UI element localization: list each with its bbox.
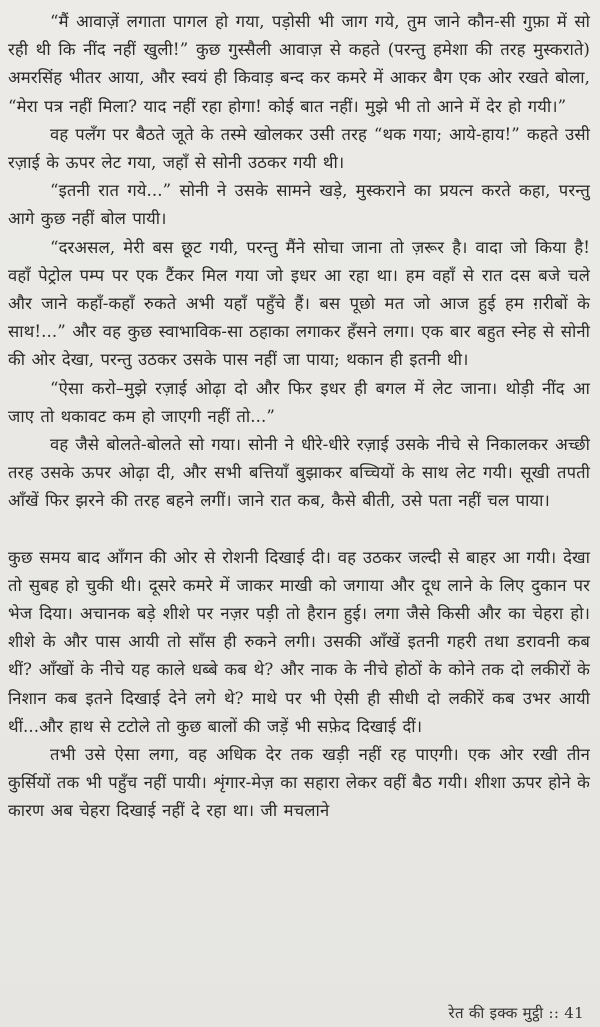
paragraph-1: “मैं आवाज़ें लगाता पागल हो गया, पड़ोसी भी जाग गये, तुम जाने कौन-सी गुफ़ा में सो रही थी कि नींद नहीं खुली!” कुछ गुस्सैली आवाज़ से कहते (परन्तु हमेशा की तरह मुस्कराते) अमरसिंह भीतर आया, और स्वयं ही किवाड़ बन्द कर कमरे में आकर बैग एक ओर रखते बोला, “मेरा पत्र नहीं मिला? याद नहीं रहा होगा! कोई बात नहीं। मुझे भी तो आने में देर हो गयी।”: [8, 12, 590, 116]
paragraph-2: वह पलँग पर बैठते जूते के तस्मे खोलकर उसी तरह “थक गया; आये-हाय!” कहते उसी रज़ाई के ऊपर लेट गया, जहाँ से सोनी उठकर गयी थी।: [8, 124, 590, 173]
paragraph-7: कुछ समय बाद आँगन की ओर से रोशनी दिखाई दी। वह उठकर जल्दी से बाहर आ गयी। देखा तो सुबह हो चुकी थी। दूसरे कमरे में जाकर माखी को जगाया और दूध लाने के लिए दुकान पर भेज दिया। अचानक बड़े शीशे पर नज़र पड़ी तो हैरान हुई। लगा जैसे किसी और का चेहरा हो। शीशे के और पास आयी तो साँस ही रुकने लगी। उसकी आँखें इतनी गहरी तथा डरावनी कब थीं? आँखों के नीचे यह काले धब्बे कब थे? और नाक के नीचे होठों के कोने तक दो लकीरों के निशान कब इतने दिखाई देने लगे थे? माथे पर भी ऐसी ही सीधी दो लकीरें कब उभर आयी थीं...और हाथ से टटोले तो कुछ बालों की जड़ें भी सफ़ेद दिखाई दीं।: [8, 547, 590, 736]
paragraph-5: “ऐसा करो–मुझे रज़ाई ओढ़ा दो और फिर इधर ही बगल में लेट जाना। थोड़ी नींद आ जाए तो थकावट कम हो जाएगी नहीं तो...”: [8, 378, 590, 426]
paragraph-4: “दरअसल, मेरी बस छूट गयी, परन्तु मैंने सोचा जाना तो ज़रूर है। वादा जो किया है! वहाँ पेट्रोल पम्प पर एक टैंकर मिल गया जो इधर आ रहा था। हम वहाँ से रात दस बजे चले और जाने कहाँ-कहाँ रुकते अभी यहाँ पहुँचे हैं। बस पूछो मत जो आज हुई हम ग़रीबों के साथ!...” और वह कुछ स्वाभाविक-सा ठहाका लगाकर हँसने लगा। एक बार बहुत स्नेह से सोनी की ओर देखा, परन्तु उठकर उसके पास नहीं जा पाया; थकान ही इतनी थी।: [8, 237, 590, 370]
paragraph-6: वह जैसे बोलते-बोलते सो गया। सोनी ने धीरे-धीरे रज़ाई उसके नीचे से निकालकर अच्छी तरह उसके ऊपर ओढ़ा दी, और सभी बत्तियाँ बुझाकर बच्चियों के साथ लेट गयी। सूखी तपती आँखें फिर झरने की तरह बहने लगीं। जाने रात कब, कैसे बीती, उसे पता नहीं चल पाया।: [8, 435, 590, 511]
section-break: [8, 516, 590, 544]
paragraph-3: “इतनी रात गये...” सोनी ने उसके सामने खड़े, मुस्कराने का प्रयत्न करते कहा, परन्तु आगे कुछ नहीं बोल पायी।: [8, 181, 590, 229]
page-footer: रेत की इक्क मुट्ठी :: 41: [448, 1004, 584, 1022]
paragraph-8: तभी उसे ऐसा लगा, वह अधिक देर तक खड़ी नहीं रह पाएगी। एक ओर रखी तीन कुर्सियों तक भी पहुँच नहीं पायी। शृंगार-मेज़ का सहारा लेकर वहीं बैठ गयी। शीशा ऊपर होने के कारण अब चेहरा दिखाई नहीं दे रहा था। जी मचलाने: [8, 745, 590, 821]
